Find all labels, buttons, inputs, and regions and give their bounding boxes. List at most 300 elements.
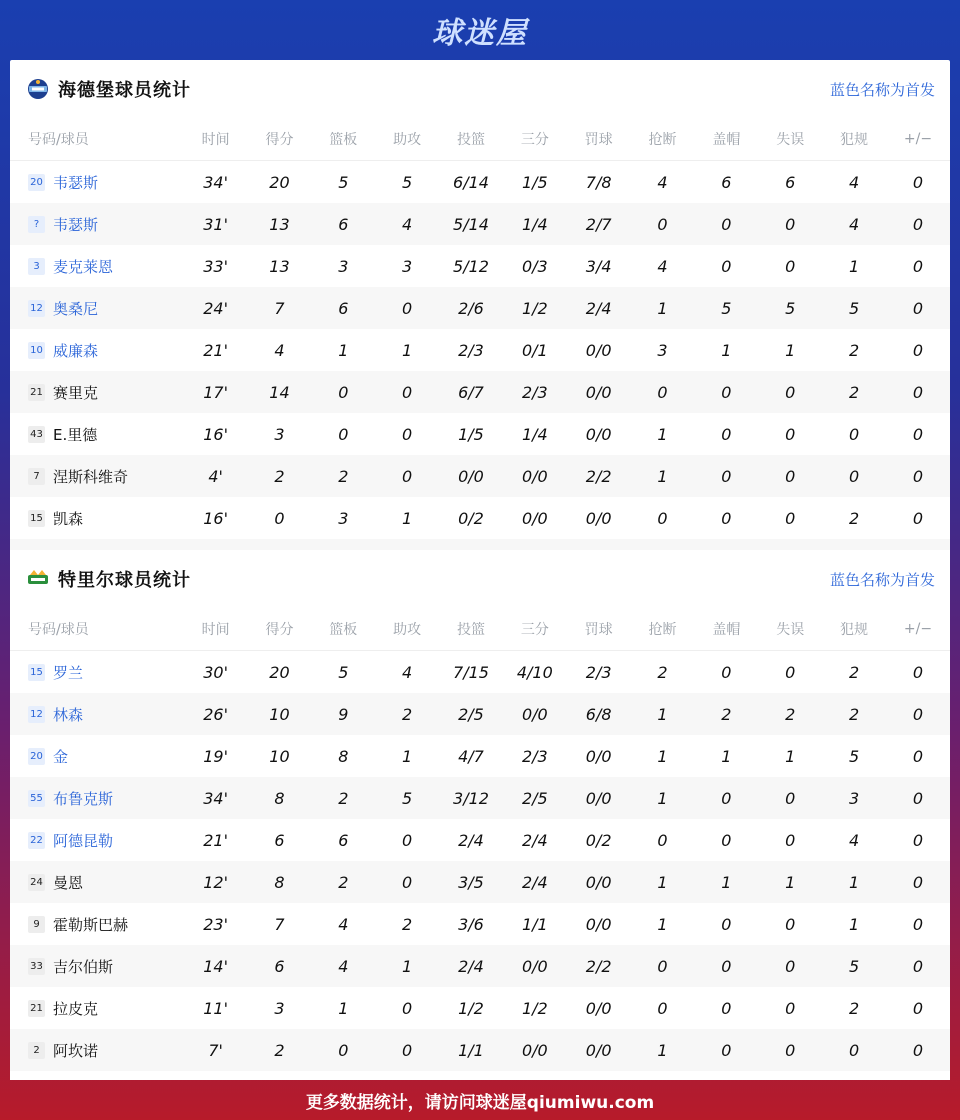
stat-cell: 0 [912, 662, 924, 682]
stat-cell: 10 [248, 693, 312, 735]
jersey-number: 10 [28, 342, 45, 359]
stat-cell: 0 [311, 371, 375, 413]
starter-legend-note: 蓝色名称为首发 [829, 570, 935, 589]
stat-cell: 0 [694, 945, 758, 987]
column-header: 时间 [184, 118, 248, 161]
stat-cell: 0/0 [567, 1029, 631, 1071]
stat-cell: 7/15 [453, 662, 489, 682]
player-cell [10, 1029, 184, 1071]
stat-cell: 0 [886, 371, 950, 413]
stat-cell: 0/3 [521, 256, 548, 276]
column-header: 投篮 [439, 608, 503, 651]
stat-cell: 0 [657, 998, 668, 1018]
stat-cell: 12' [184, 861, 248, 903]
stat-cell: 2 [311, 455, 375, 497]
column-header: 篮板 [311, 608, 375, 651]
stat-cell: 3/12 [439, 777, 503, 819]
jersey-number: 9 [28, 916, 45, 933]
table-row [10, 287, 950, 329]
stat-cell: 3 [274, 998, 285, 1018]
table-row [10, 539, 950, 550]
stat-cell: 0 [721, 424, 732, 444]
stat-cell: 2 [311, 777, 375, 819]
stat-cell: 0 [657, 508, 668, 528]
stat-cell: 26' [184, 693, 248, 735]
stat-cell: 1 [631, 861, 695, 903]
stat-cell: 4' [184, 455, 248, 497]
stat-cell: 2/5 [503, 777, 567, 819]
stat-cell: 0 [912, 914, 924, 934]
player-cell [10, 497, 184, 539]
stat-cell: 3/5 [439, 861, 503, 903]
player-name[interactable]: 布鲁克斯 [53, 789, 114, 808]
stat-cell: 5 [338, 662, 349, 682]
stat-cell: 9 [311, 693, 375, 735]
stat-cell: 8 [338, 746, 349, 766]
stat-cell: 1/2 [521, 998, 548, 1018]
jersey-number: 15 [28, 510, 45, 527]
stat-cell: 1 [338, 998, 349, 1018]
stat-cell [886, 1071, 950, 1080]
stat-cell: 0 [886, 287, 950, 329]
player-cell [10, 413, 184, 455]
stat-cell: 6 [311, 287, 375, 329]
stat-cell: 0/2 [585, 830, 612, 850]
stat-cell: 4/10 [516, 662, 553, 682]
stat-cell: 1/1 [439, 1029, 503, 1071]
stat-cell: 0/0 [521, 508, 548, 528]
stat-cell: 8 [248, 861, 312, 903]
jersey-number: 55 [28, 790, 45, 807]
player-name: 阿坎诺 [53, 1041, 99, 1060]
stat-cell: 4 [311, 945, 375, 987]
jersey-number: 20 [28, 748, 45, 765]
player-stats-table [10, 608, 950, 1080]
stat-cell: 1/1 [521, 914, 548, 934]
column-header: +/− [886, 608, 950, 651]
stat-cell: 0 [886, 777, 950, 819]
heidelberg-logo-icon [26, 77, 50, 101]
player-cell [10, 287, 184, 329]
stat-cell: 1 [848, 914, 860, 934]
stat-cell: 0 [375, 287, 439, 329]
stat-cell: 0/0 [585, 508, 612, 528]
table-row [10, 819, 950, 861]
stat-cell: 5 [822, 945, 886, 987]
stat-cell: 2/3 [458, 340, 484, 360]
column-header: 号码/球员 [10, 608, 184, 651]
stat-cell: 2/3 [521, 746, 548, 766]
stat-cell: 4 [402, 662, 413, 682]
stat-cell: 0 [631, 945, 695, 987]
stat-cell: 0 [886, 945, 950, 987]
stat-cell: 0/0 [567, 777, 631, 819]
column-header: 三分 [503, 118, 567, 161]
stat-cell: 3 [822, 777, 886, 819]
table-row [10, 735, 950, 777]
stat-cell: 4 [375, 203, 439, 245]
table-row [10, 245, 950, 287]
player-name[interactable]: 韦瑟斯 [53, 215, 99, 234]
stat-cell: 0 [402, 424, 413, 444]
stat-cell: 1 [631, 777, 695, 819]
jersey-number: 43 [28, 426, 45, 443]
table-row [10, 903, 950, 945]
stat-cell [184, 539, 248, 550]
stat-cell: 2 [311, 861, 375, 903]
stat-cell: 6 [248, 945, 312, 987]
stat-cell: 17' [184, 371, 248, 413]
player-cell [10, 777, 184, 819]
stat-cell: 0 [694, 777, 758, 819]
stat-cell: 0/0 [567, 861, 631, 903]
player-cell [10, 203, 184, 245]
team-stats-card-2 [10, 550, 950, 1080]
stat-cell: 5/12 [453, 256, 489, 276]
stat-cell: 0/0 [585, 424, 612, 444]
column-header: +/− [886, 118, 950, 161]
stat-cell: 1/2 [458, 998, 484, 1018]
stat-cell [631, 1071, 695, 1080]
stat-cell: 2/4 [503, 861, 567, 903]
table-row [10, 161, 950, 204]
stat-cell: 2 [248, 1029, 312, 1071]
stat-cell: 1 [631, 1029, 695, 1071]
stat-cell: 3 [338, 508, 349, 528]
player-name: 凯森 [53, 509, 84, 528]
player-name: 吉尔伯斯 [53, 957, 114, 976]
stat-cell: 2/2 [567, 945, 631, 987]
column-header: 犯规 [822, 118, 886, 161]
stat-cell: 1/2 [503, 287, 567, 329]
stat-cell: 1/4 [521, 424, 548, 444]
stat-cell: 0/2 [458, 508, 484, 528]
column-header: 时间 [184, 608, 248, 651]
stat-cell: 7' [184, 1029, 248, 1071]
stat-cell: 1 [721, 746, 732, 766]
player-cell [10, 329, 184, 371]
stat-cell: 1 [785, 746, 796, 766]
table-row [10, 1029, 950, 1071]
player-name[interactable]: 阿德昆勒 [53, 831, 114, 850]
stat-cell: 4/7 [458, 746, 484, 766]
stat-cell: 1 [338, 340, 349, 360]
stat-cell: 5 [694, 287, 758, 329]
stat-cell: 1 [631, 693, 695, 735]
jersey-number: 12 [28, 706, 45, 723]
jersey-number: 20 [28, 174, 45, 191]
stat-cell [248, 1071, 312, 1080]
stat-cell [439, 539, 503, 550]
player-cell [10, 735, 184, 777]
stat-cell [758, 1071, 822, 1080]
stat-cell: 0 [822, 1029, 886, 1071]
stat-cell: 0/0 [567, 371, 631, 413]
column-header: 失误 [758, 118, 822, 161]
player-name: 霍勒斯巴赫 [53, 915, 129, 934]
stat-cell: 2/4 [521, 830, 548, 850]
stat-cell: 0 [785, 662, 796, 682]
stat-cell: 0 [375, 861, 439, 903]
stat-cell: 2/4 [439, 945, 503, 987]
stat-cell: 0 [311, 1029, 375, 1071]
trier-logo-icon [26, 567, 50, 591]
stat-cell: 4 [657, 256, 668, 276]
stat-cell: 0 [375, 371, 439, 413]
jersey-number: 21 [28, 1000, 45, 1017]
player-cell [10, 539, 184, 550]
player-cell [10, 945, 184, 987]
stat-cell: 19' [203, 746, 228, 766]
stat-cell: 20 [269, 662, 290, 682]
jersey-number: 24 [28, 874, 45, 891]
column-header: 罚球 [567, 608, 631, 651]
stat-cell: 1/5 [521, 172, 548, 192]
stat-cell: 8 [248, 777, 312, 819]
stat-cell: 1 [785, 340, 796, 360]
stat-cell: 0 [785, 256, 796, 276]
stat-cell: 1 [657, 424, 668, 444]
stat-cell: 0/0 [439, 455, 503, 497]
stat-cell: 6 [721, 172, 732, 192]
stat-cell: 0 [375, 455, 439, 497]
stat-cell: 0 [338, 424, 349, 444]
stat-cell: 0 [694, 371, 758, 413]
stat-cell: 0/1 [521, 340, 548, 360]
stat-cell: 0 [912, 746, 924, 766]
player-stats-table [10, 118, 950, 550]
stat-cell: 0 [758, 945, 822, 987]
stat-cell: 34' [184, 777, 248, 819]
table-row [10, 693, 950, 735]
stat-cell [822, 539, 886, 550]
stat-cell: 1/4 [503, 203, 567, 245]
stat-cell: 6 [785, 172, 796, 192]
stat-cell: 6/8 [567, 693, 631, 735]
stat-cell: 3 [338, 256, 349, 276]
column-header: 抢断 [631, 118, 695, 161]
stat-cell: 3 [402, 256, 413, 276]
stat-cell: 1 [694, 861, 758, 903]
column-header: 失误 [758, 608, 822, 651]
stat-cell: 0 [886, 1029, 950, 1071]
stat-cell: 4 [274, 340, 285, 360]
stat-cell: 1 [402, 746, 413, 766]
stat-cell: 6/7 [439, 371, 503, 413]
player-name[interactable]: 罗兰 [53, 663, 84, 682]
stat-cell: 1 [758, 861, 822, 903]
team-header [10, 60, 950, 118]
stat-cell: 30' [203, 662, 228, 682]
column-header: 抢断 [631, 608, 695, 651]
stat-cell: 0 [912, 998, 924, 1018]
table-header-row [10, 608, 950, 651]
player-cell [10, 245, 184, 287]
stat-cell: 34' [203, 172, 228, 192]
player-name[interactable]: 奥桑尼 [53, 299, 99, 318]
stat-cell: 1 [402, 340, 413, 360]
stat-cell: 1 [631, 287, 695, 329]
stat-cell [503, 1071, 567, 1080]
table-row [10, 861, 950, 903]
stat-cell: 0/0 [585, 998, 612, 1018]
column-header: 犯规 [822, 608, 886, 651]
jersey-number: ? [28, 216, 45, 233]
column-header: 盖帽 [694, 608, 758, 651]
player-name[interactable]: 林森 [53, 705, 84, 724]
stat-cell: 0 [721, 662, 732, 682]
stat-cell: 0 [694, 455, 758, 497]
stat-cell: 3 [274, 424, 285, 444]
column-header: 号码/球员 [10, 118, 184, 161]
player-cell [10, 371, 184, 413]
column-header: 助攻 [375, 118, 439, 161]
stat-cell: 0/0 [585, 914, 612, 934]
stat-cell: 0/0 [585, 746, 612, 766]
stat-cell [822, 1071, 886, 1080]
stat-cell [694, 1071, 758, 1080]
table-row [10, 1071, 950, 1080]
stat-cell: 23' [203, 914, 228, 934]
stat-cell: 1 [657, 914, 668, 934]
player-name: 曼恩 [53, 873, 84, 892]
stat-cell: 0 [912, 424, 924, 444]
stat-cell: 11' [203, 998, 228, 1018]
stat-cell [439, 1071, 503, 1080]
table-row [10, 945, 950, 987]
stat-cell: 0/0 [503, 945, 567, 987]
player-cell [10, 819, 184, 861]
stat-cell: 0 [402, 998, 413, 1018]
stat-cell: 0 [758, 203, 822, 245]
stat-cell: 4 [848, 172, 860, 192]
stat-cell: 2 [758, 693, 822, 735]
stat-cell: 2/2 [567, 455, 631, 497]
stat-cell: 2/3 [585, 662, 612, 682]
stat-cell: 3/6 [458, 914, 484, 934]
stat-cell: 0/0 [503, 455, 567, 497]
stat-cell: 0 [785, 830, 796, 850]
stat-cell: 2 [822, 371, 886, 413]
stat-cell: 2/6 [439, 287, 503, 329]
stat-cell: 2 [848, 340, 860, 360]
footer-promo: 更多数据统计，请访问球迷屋qiumiwu.com [305, 1092, 655, 1113]
stat-cell: 2 [657, 662, 668, 682]
stat-cell: 0 [274, 508, 285, 528]
stat-cell: 0 [886, 455, 950, 497]
stat-cell: 0 [631, 371, 695, 413]
stat-cell: 10 [269, 746, 290, 766]
stat-cell [886, 539, 950, 550]
stat-cell: 0 [886, 693, 950, 735]
column-header: 得分 [248, 118, 312, 161]
table-row [10, 777, 950, 819]
stat-cell: 5 [375, 777, 439, 819]
column-header: 三分 [503, 608, 567, 651]
stat-cell: 5 [338, 172, 349, 192]
player-name: 涅斯科维奇 [53, 467, 129, 486]
stat-cell: 0 [785, 914, 796, 934]
table-row [10, 497, 950, 539]
team-title: 海德堡球员统计 [58, 80, 191, 101]
stat-cell: 2 [375, 693, 439, 735]
stat-cell [375, 539, 439, 550]
brand-logo: 球迷屋 [432, 16, 528, 51]
player-cell [10, 455, 184, 497]
jersey-number: 33 [28, 958, 45, 975]
player-cell [10, 651, 184, 694]
stat-cell: 1 [721, 340, 732, 360]
jersey-number: 22 [28, 832, 45, 849]
stat-cell: 0 [758, 371, 822, 413]
table-body [10, 161, 950, 551]
player-name[interactable]: 威廉森 [53, 341, 99, 360]
stat-cell: 2 [848, 508, 860, 528]
table-row [10, 455, 950, 497]
stat-cell [694, 539, 758, 550]
stat-cell [311, 1071, 375, 1080]
stat-cell: 21' [203, 340, 228, 360]
stat-cell: 0 [886, 203, 950, 245]
stat-cell: 2/4 [458, 830, 484, 850]
table-row [10, 371, 950, 413]
stat-cell: 0 [721, 830, 732, 850]
table-body [10, 651, 950, 1081]
jersey-number: 3 [28, 258, 45, 275]
stat-cell: 16' [203, 424, 228, 444]
stat-cell: 2 [694, 693, 758, 735]
table-row [10, 987, 950, 1029]
stat-cell: 2/5 [439, 693, 503, 735]
stat-cell [184, 1071, 248, 1080]
stat-cell: 0 [721, 998, 732, 1018]
stat-cell: 2 [848, 662, 860, 682]
player-cell [10, 861, 184, 903]
stat-cell: 4 [822, 203, 886, 245]
stat-cell: 0 [886, 861, 950, 903]
player-name[interactable]: 韦瑟斯 [53, 173, 99, 192]
stat-cell: 0 [912, 830, 924, 850]
stat-cell: 7/8 [585, 172, 612, 192]
column-header: 盖帽 [694, 118, 758, 161]
stat-cell: 0 [657, 830, 668, 850]
stat-cell: 5 [758, 287, 822, 329]
stat-cell: 7 [274, 914, 285, 934]
stat-cell: 2/4 [567, 287, 631, 329]
table-row [10, 203, 950, 245]
table-header-row [10, 118, 950, 161]
stat-cell: 5 [402, 172, 413, 192]
stat-cell: 0 [721, 508, 732, 528]
stat-cell: 16' [203, 508, 228, 528]
player-name: 拉皮克 [53, 999, 99, 1018]
stat-cell: 5 [822, 287, 886, 329]
stat-cell: 6 [338, 830, 349, 850]
stat-cell: 2/3 [503, 371, 567, 413]
stat-cell: 0 [721, 256, 732, 276]
player-name[interactable]: 金 [53, 747, 69, 766]
stat-cell: 0 [375, 1029, 439, 1071]
team-title: 特里尔球员统计 [58, 570, 191, 591]
player-name[interactable]: 麦克莱恩 [53, 257, 114, 276]
stat-cell: 6 [274, 830, 285, 850]
stat-cell: 1 [822, 861, 886, 903]
stat-cell: 0 [694, 203, 758, 245]
stat-cell: 13 [269, 256, 290, 276]
stat-cell: 0/0 [585, 340, 612, 360]
stat-cell: 33' [203, 256, 228, 276]
player-name: 赛里克 [53, 383, 99, 402]
